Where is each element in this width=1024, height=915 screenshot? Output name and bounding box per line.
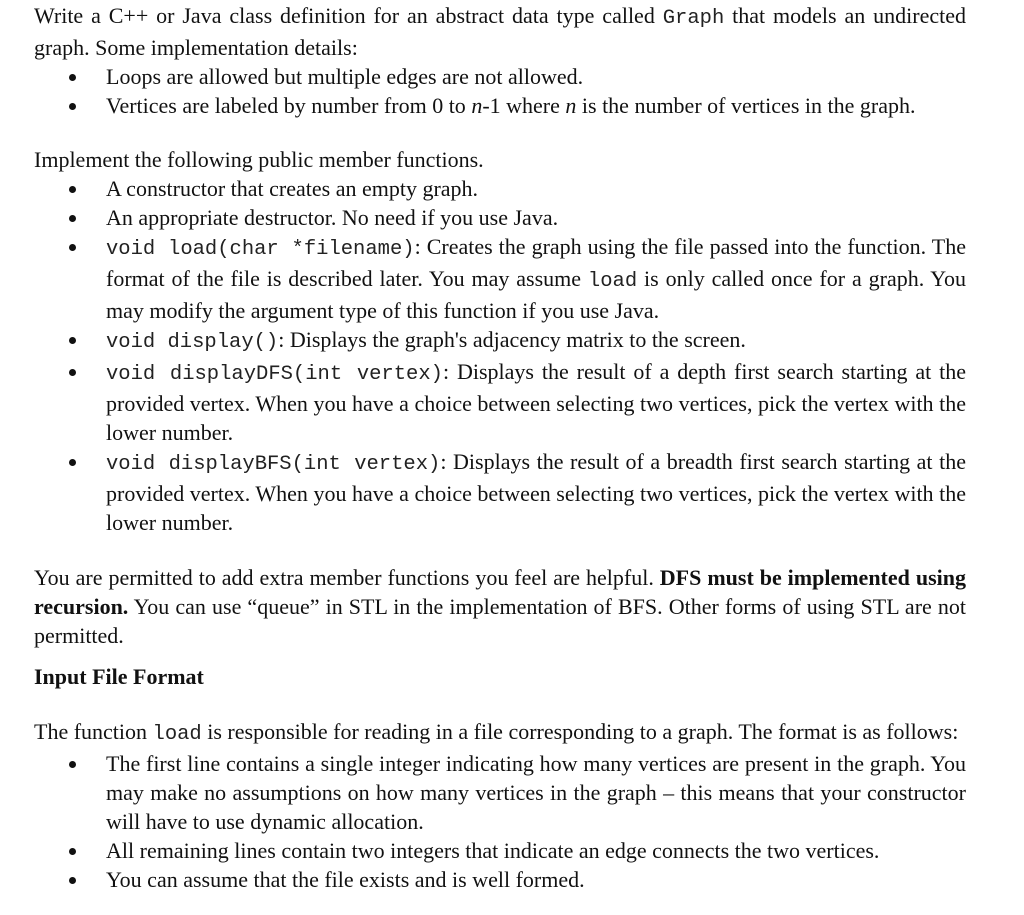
list-item: The first line contains a single integer indicating how many vertices are present in the graph. You may make no assumptions on how many vertices in the graph – this means that your constructor will have to use dynamic allocation. [34, 749, 966, 836]
intro-paragraph: Write a C++ or Java class definition for an abstract data type called Graph that models an undirected graph. Some implementation details: [34, 3, 966, 60]
implement-intro: Implement the following public member functions. [34, 147, 484, 172]
function-display-bfs: void displayBFS(int vertex): Displays the result of a breadth first search starting at the provided vertex. When you have a choice between selecting two vertices, pick the vertex with the lower number. [34, 447, 966, 537]
graph-code: Graph [662, 7, 725, 30]
display-signature: void display() [106, 331, 279, 354]
function-destructor: An appropriate destructor. No need if you use Java. [34, 203, 966, 232]
input-file-format-heading: Input File Format [34, 664, 204, 689]
functions-list [34, 174, 966, 537]
list-item: Vertices are labeled by number from 0 to n-1 where n is the number of vertices in the graph. [34, 91, 966, 120]
dfs-signature: void displayDFS(int vertex) [106, 363, 443, 386]
function-constructor: A constructor that creates an empty graph. [34, 174, 966, 203]
function-display-dfs: void displayDFS(int vertex): Displays the result of a depth first search starting at the provided vertex. When you have a choice between selecting two vertices, pick the vertex with the lower number. [34, 357, 966, 447]
list-item: Loops are allowed but multiple edges are not allowed. [34, 62, 966, 91]
load-signature: void load(char *filename) [106, 238, 415, 261]
file-rules-list [34, 749, 966, 894]
list-item: You can assume that the file exists and is well formed. [34, 865, 966, 894]
recursion-requirement: DFS must be implemented using recursion. [34, 565, 966, 619]
function-display: void display(): Displays the graph's adjacency matrix to the screen. [34, 325, 966, 357]
list-item: All remaining lines contain two integers that indicate an edge connects the two vertices. [34, 836, 966, 865]
details-list [34, 62, 966, 120]
function-load: void load(char *filename): Creates the graph using the file passed into the function. The format of the file is described later. You may assume load is only called once for a graph. You may modify the argument type of this function if you use Java. [34, 232, 966, 325]
bfs-signature: void displayBFS(int vertex) [106, 453, 441, 476]
permitted-paragraph: You are permitted to add extra member functions you feel are helpful. DFS must be implemented using recursion. You can use “queue” in STL in the implementation of BFS. Other forms of using STL are not permitted. [34, 565, 966, 648]
load-intro-paragraph: The function load is responsible for reading in a file corresponding to a graph. The format is as follows: [34, 719, 959, 746]
